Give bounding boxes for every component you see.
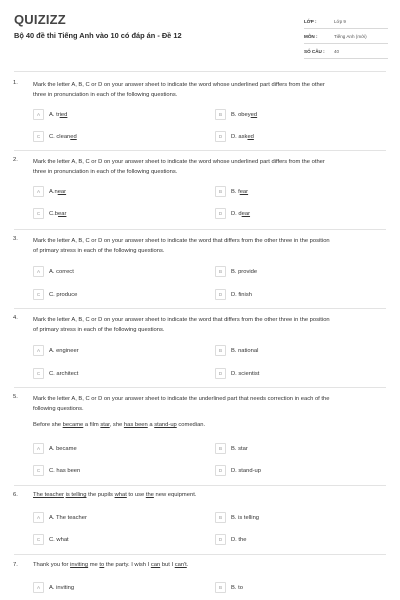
question-text: [33, 236, 391, 256]
option-letter-box: D: [215, 465, 226, 476]
meta-row-subject: [304, 29, 388, 44]
question-divider: [14, 229, 386, 230]
option-text: D. asked: [231, 133, 254, 140]
option-a[interactable]: [33, 344, 79, 357]
option-text: C. produce: [49, 291, 78, 298]
question-number: 6.: [13, 492, 18, 498]
question-divider: [14, 387, 386, 388]
question-divider: [14, 485, 386, 486]
question-text-line: Mark the letter A, B, C or D on your answer sheet to indicate the word whose underlined part differs from the other: [33, 82, 325, 88]
option-text: A. correct: [49, 268, 74, 275]
option-text: C. architect: [49, 370, 79, 377]
question-number: 2.: [13, 157, 18, 163]
option-a[interactable]: [33, 581, 74, 594]
option-a[interactable]: [33, 511, 87, 524]
option-text: B. star: [231, 445, 248, 452]
option-d[interactable]: [215, 207, 250, 220]
question-divider: [14, 150, 386, 151]
option-c[interactable]: [33, 130, 77, 143]
question-sentence: The teacher is telling the pupils what to use the new equipment.: [33, 492, 197, 498]
option-b[interactable]: [215, 185, 248, 198]
option-text: D. finish: [231, 291, 252, 298]
question-text: [33, 157, 391, 177]
option-c[interactable]: [33, 464, 80, 477]
question-text: [33, 80, 391, 100]
question-number: 3.: [13, 236, 18, 242]
question-number: 1.: [13, 80, 18, 86]
document-title: Bộ 40 đề thi Tiếng Anh vào 10 có đáp án - Đề 12: [14, 31, 182, 40]
option-letter-box: D: [215, 289, 226, 300]
document-header: [0, 0, 400, 66]
question-text-line: Mark the letter A, B, C or D on your answer sheet to indicate the underlined part that needs correction in each of the: [33, 396, 330, 402]
option-c[interactable]: [33, 533, 69, 546]
option-text: A. tried: [49, 111, 68, 118]
option-a[interactable]: [33, 265, 74, 278]
option-c[interactable]: [33, 207, 66, 220]
question-number: 7.: [13, 562, 18, 568]
option-a[interactable]: [33, 185, 66, 198]
question-sentence: Before she became a film star, she has been a stand-up comedian.: [33, 422, 206, 428]
option-text: B. provide: [231, 268, 258, 275]
option-b[interactable]: [215, 581, 243, 594]
meta-value: 40: [334, 48, 340, 54]
option-c[interactable]: [33, 288, 77, 301]
question-text-line: Mark the letter A, B, C or D on your answer sheet to indicate the word whose underlined part differs from the other: [33, 159, 325, 165]
meta-value: Tiếng Anh (mới): [334, 33, 367, 39]
option-letter-box: C: [33, 208, 44, 219]
option-letter-box: B: [215, 443, 226, 454]
option-d[interactable]: [215, 288, 252, 301]
option-c[interactable]: [33, 367, 78, 380]
option-text: D. the: [231, 536, 247, 543]
option-b[interactable]: [215, 108, 257, 121]
option-text: B. obeyed: [231, 111, 258, 118]
option-text: C. has been: [49, 467, 81, 474]
question-number: 4.: [13, 315, 18, 321]
question-divider: [14, 308, 386, 309]
question-text-line: three in pronunciation in each of the following questions.: [33, 92, 178, 98]
option-letter-box: A: [33, 443, 44, 454]
meta-row-grade: [304, 14, 388, 29]
quizizz-logo: QUIZIZZ: [14, 12, 66, 27]
option-letter-box: C: [33, 368, 44, 379]
option-text: B. national: [231, 347, 259, 354]
option-letter-box: D: [215, 208, 226, 219]
header-divider: [14, 71, 386, 72]
option-a[interactable]: [33, 442, 77, 455]
question-text-line: three in pronunciation in each of the following questions.: [33, 169, 178, 175]
meta-value: Lớp 9: [334, 18, 346, 24]
option-letter-box: B: [215, 266, 226, 277]
question-sentence: Thank you for inviting me to the party. I wish I can but I can't.: [33, 562, 189, 568]
meta-row-count: [304, 44, 388, 59]
option-b[interactable]: [215, 265, 257, 278]
option-letter-box: B: [215, 345, 226, 356]
meta-label: LỚP :: [304, 18, 317, 24]
option-letter-box: D: [215, 368, 226, 379]
option-letter-box: C: [33, 534, 44, 545]
question-text-line: following questions.: [33, 406, 84, 412]
option-letter-box: B: [215, 186, 226, 197]
option-text: A. The teacher: [49, 514, 87, 521]
option-text: C.bear: [49, 210, 67, 217]
option-b[interactable]: [215, 511, 259, 524]
question-text-line: of primary stress in each of the following questions.: [33, 248, 165, 254]
option-letter-box: A: [33, 109, 44, 120]
option-letter-box: D: [215, 131, 226, 142]
option-d[interactable]: [215, 130, 254, 143]
meta-label: SỐ CÂU :: [304, 48, 325, 54]
option-text: B. fear: [231, 188, 249, 195]
option-text: D. scientist: [231, 370, 260, 377]
question-text: [33, 394, 391, 414]
option-letter-box: A: [33, 512, 44, 523]
option-b[interactable]: [215, 344, 258, 357]
option-letter-box: B: [215, 582, 226, 593]
option-text: A. engineer: [49, 347, 79, 354]
question-text: [33, 315, 391, 335]
question-text-line: of primary stress in each of the following questions.: [33, 327, 165, 333]
option-text: B. is telling: [231, 514, 260, 521]
option-letter-box: A: [33, 345, 44, 356]
option-d[interactable]: [215, 367, 259, 380]
option-d[interactable]: [215, 533, 246, 546]
option-letter-box: D: [215, 534, 226, 545]
question-text-line: Mark the letter A, B, C or D on your answer sheet to indicate the word that differs from the other three in the position: [33, 238, 330, 244]
option-b[interactable]: [215, 442, 248, 455]
meta-label: MÔN :: [304, 33, 318, 39]
option-letter-box: C: [33, 131, 44, 142]
question-divider: [14, 554, 386, 555]
question-text-line: Mark the letter A, B, C or D on your answer sheet to indicate the word that differs from the other three in the position: [33, 317, 330, 323]
option-letter-box: A: [33, 186, 44, 197]
option-text: A. inviting: [49, 584, 75, 591]
option-letter-box: A: [33, 582, 44, 593]
option-letter-box: C: [33, 465, 44, 476]
question-number: 5.: [13, 394, 18, 400]
option-letter-box: A: [33, 266, 44, 277]
meta-table: [304, 14, 388, 59]
option-letter-box: C: [33, 289, 44, 300]
option-text: A. became: [49, 445, 77, 452]
option-text: C. cleaned: [49, 133, 77, 140]
option-text: A.near: [49, 188, 67, 195]
option-a[interactable]: [33, 108, 67, 121]
option-text: D. stand-up: [231, 467, 261, 474]
option-text: D. dear: [231, 210, 251, 217]
option-d[interactable]: [215, 464, 261, 477]
option-text: B. to: [231, 584, 243, 591]
option-letter-box: B: [215, 512, 226, 523]
option-letter-box: B: [215, 109, 226, 120]
option-text: C. what: [49, 536, 69, 543]
